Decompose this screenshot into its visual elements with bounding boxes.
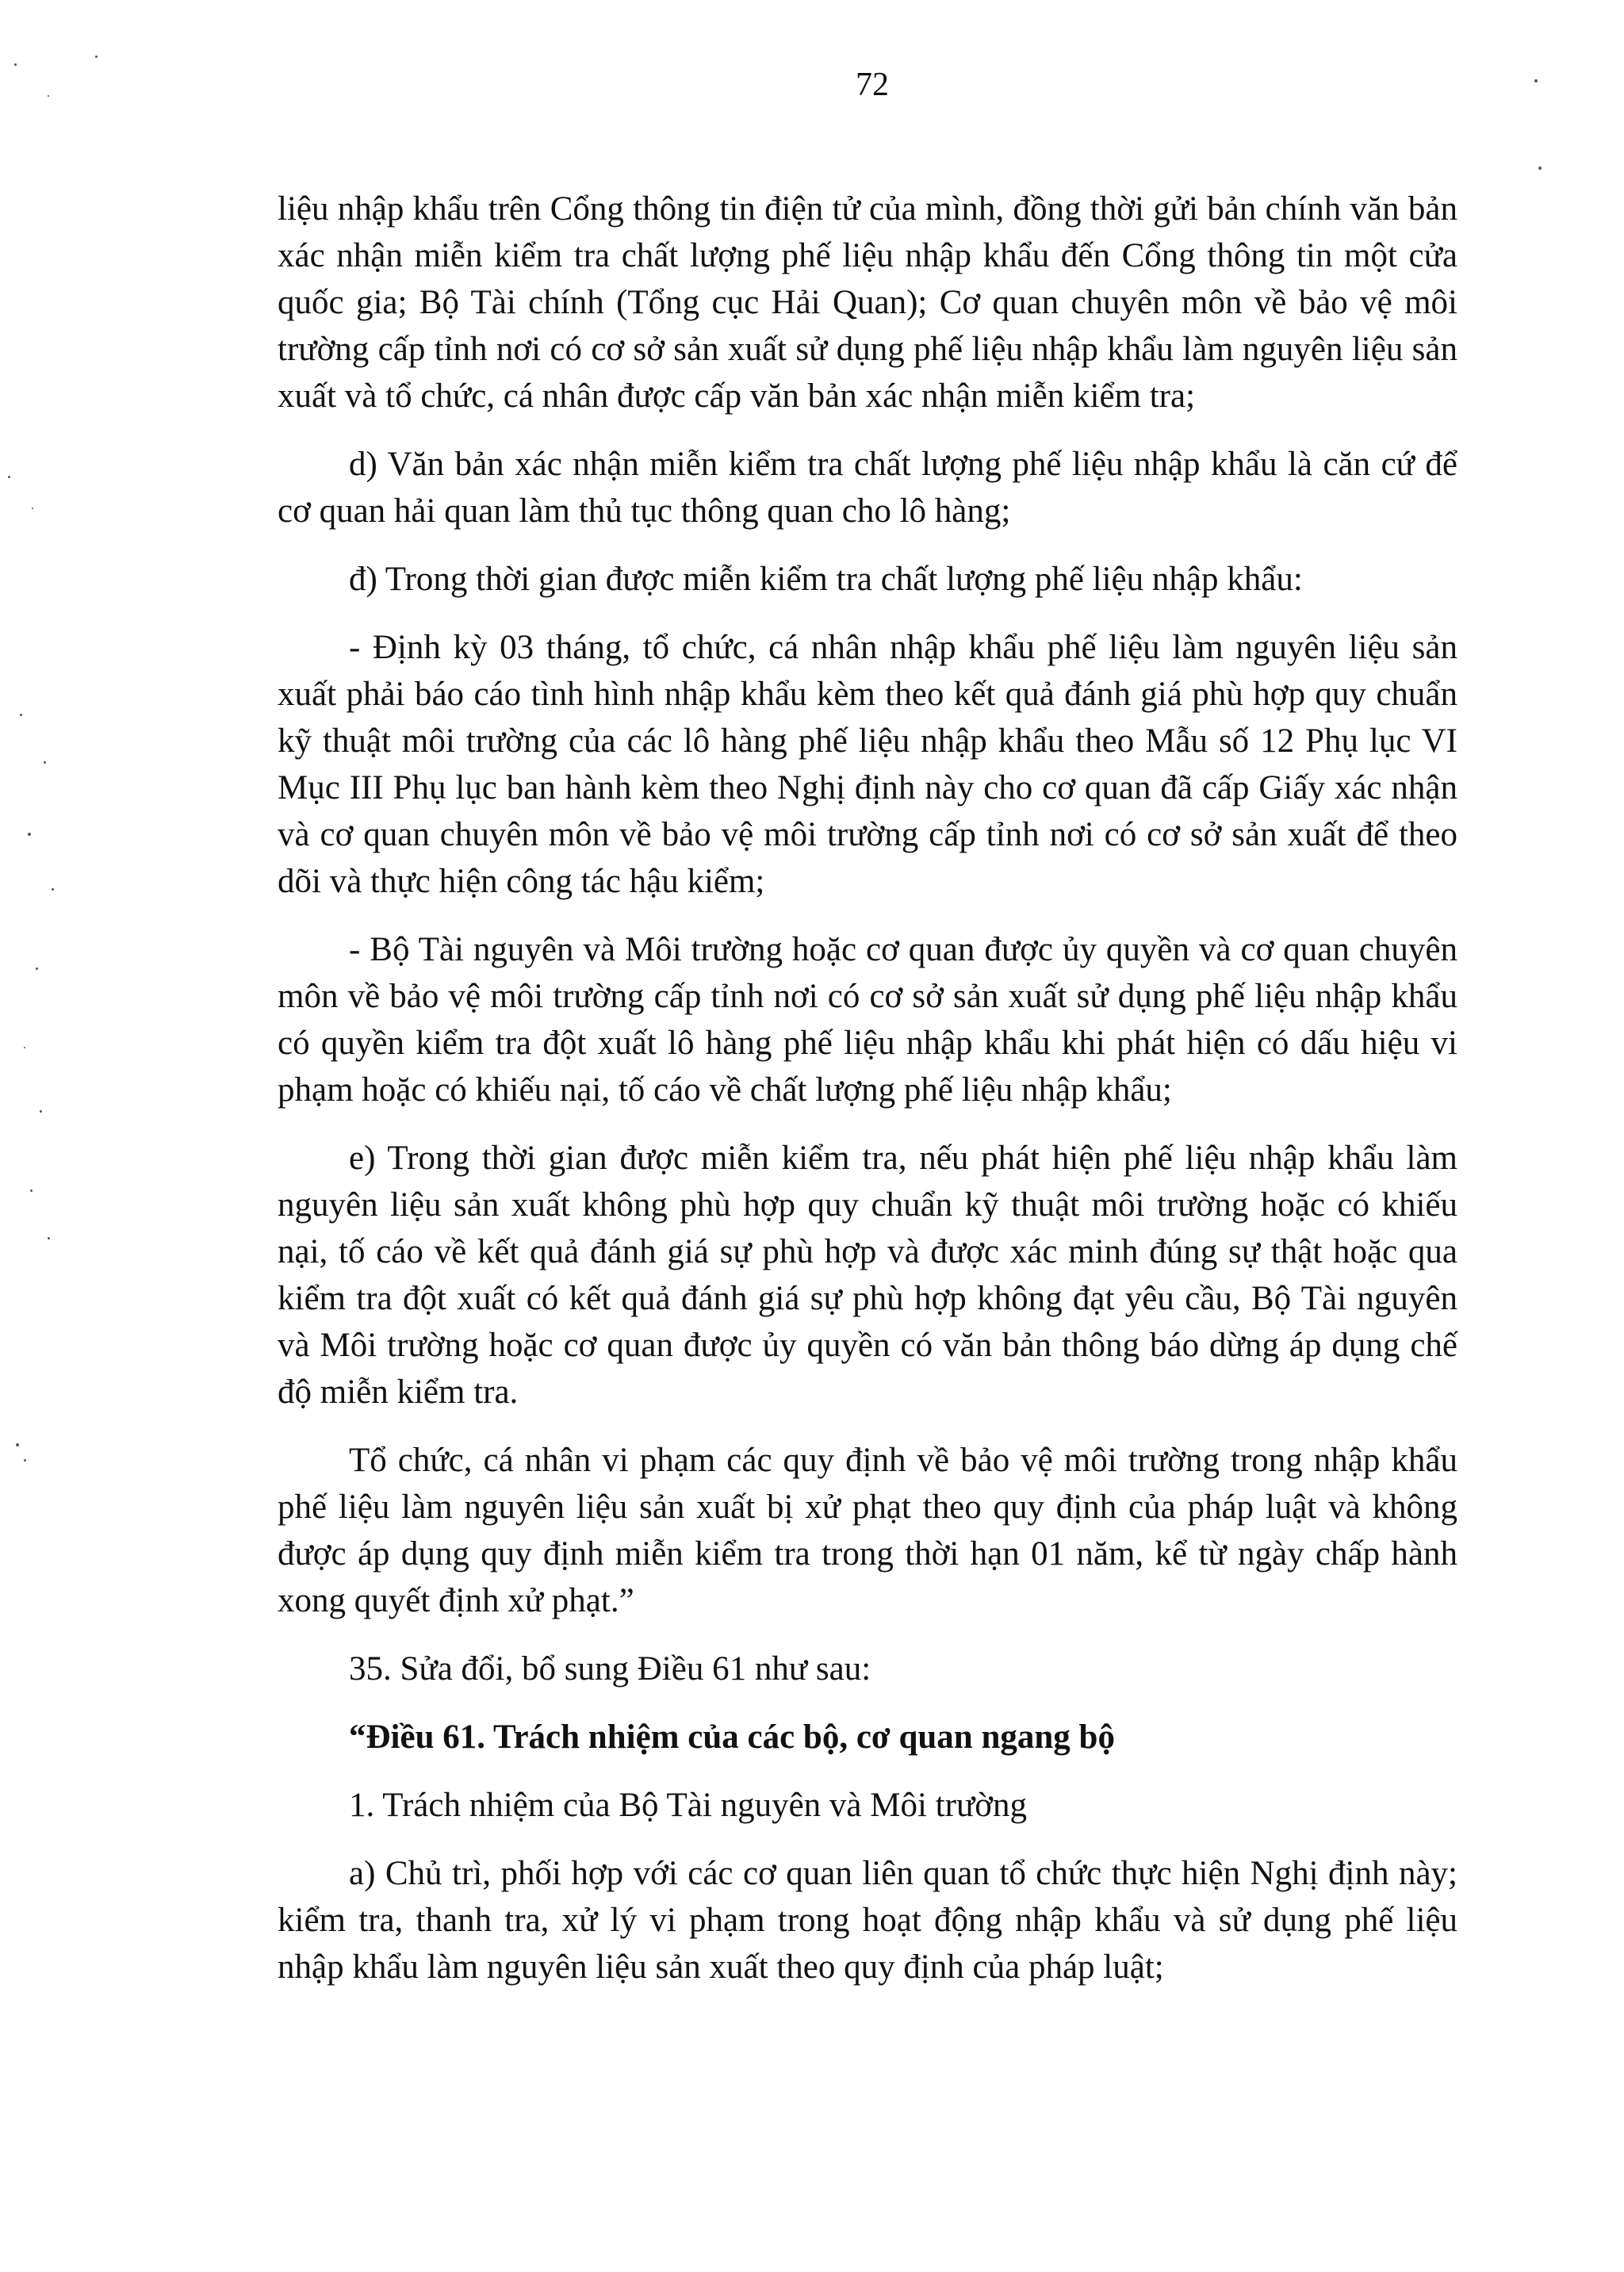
paragraph-item-dd: đ) Trong thời gian được miễn kiểm tra chất lượng phế liệu nhập khẩu: [349,561,1303,598]
paragraph-continuation: liệu nhập khẩu trên Cổng thông tin điện tử của mình, đồng thời gửi bản chính văn bản xác nhận miễn kiểm tra chất lượng phế liệu nhập khẩu đến Cổng thông tin một cửa quốc gia; Bộ Tài chính (Tổng cục Hải Quan); Cơ quan chuyên môn về bảo vệ môi trường cấp tỉnh nơi có cơ sở sản xuất sử dụng phế liệu nhập khẩu làm nguyên liệu sản xuất và tổ chức, cá nhân được cấp văn bản xác nhận miễn kiểm tra; [278,190,1457,415]
article-61-heading: “Điều 61. Trách nhiệm của các bộ, cơ quan ngang bộ [349,1718,1115,1756]
paragraph-penalty: Tổ chức, cá nhân vi phạm các quy định về bảo vệ môi trường trong nhập khẩu phế liệu làm nguyên liệu sản xuất bị xử phạt theo quy định của pháp luật và không được áp dụng quy định miễn kiểm tra trong thời hạn 01 năm, kể từ ngày chấp hành xong quyết định xử phạt.” [278,1442,1457,1619]
document-body [278,186,1457,2012]
paragraph-item-e: e) Trong thời gian được miễn kiểm tra, nếu phát hiện phế liệu nhập khẩu làm nguyên liệu sản xuất không phù hợp quy chuẩn kỹ thuật môi trường hoặc có khiếu nại, tố cáo về kết quả đánh giá sự phù hợp và được xác minh đúng sự thật hoặc qua kiểm tra đột xuất có kết quả đánh giá sự phù hợp không đạt yêu cầu, Bộ Tài nguyên và Môi trường hoặc cơ quan được ủy quyền có văn bản thông báo dừng áp dụng chế độ miễn kiểm tra. [278,1140,1457,1411]
paragraph-section-1: 1. Trách nhiệm của Bộ Tài nguyên và Môi trường [349,1787,1027,1824]
paragraph-amendment-35: 35. Sửa đổi, bổ sung Điều 61 như sau: [349,1650,871,1688]
paragraph-bullet-inspection: - Bộ Tài nguyên và Môi trường hoặc cơ quan được ủy quyền và cơ quan chuyên môn về bảo vệ môi trường cấp tỉnh nơi có cơ sở sản xuất sử dụng phế liệu nhập khẩu có quyền kiểm tra đột xuất lô hàng phế liệu nhập khẩu khi phát hiện có dấu hiệu vi phạm hoặc có khiếu nại, tố cáo về chất lượng phế liệu nhập khẩu; [278,931,1457,1109]
paragraph-item-a: a) Chủ trì, phối hợp với các cơ quan liên quan tổ chức thực hiện Nghị định này; kiểm tra, thanh tra, xử lý vi phạm trong hoạt động nhập khẩu và sử dụng phế liệu nhập khẩu làm nguyên liệu sản xuất theo quy định của pháp luật; [278,1855,1457,1986]
paragraph-item-d: d) Văn bản xác nhận miễn kiểm tra chất lượng phế liệu nhập khẩu là căn cứ để cơ quan hải quan làm thủ tục thông quan cho lô hàng; [278,446,1457,530]
paragraph-bullet-periodic-report: - Định kỳ 03 tháng, tổ chức, cá nhân nhập khẩu phế liệu làm nguyên liệu sản xuất phải báo cáo tình hình nhập khẩu kèm theo kết quả đánh giá phù hợp quy chuẩn kỹ thuật môi trường của các lô hàng phế liệu nhập khẩu theo Mẫu số 12 Phụ lục VI Mục III Phụ lục ban hành kèm theo Nghị định này cho cơ quan đã cấp Giấy xác nhận và cơ quan chuyên môn về bảo vệ môi trường cấp tỉnh nơi có cơ sở sản xuất để theo dõi và thực hiện công tác hậu kiểm; [278,629,1457,900]
page-number: 72 [856,67,889,103]
